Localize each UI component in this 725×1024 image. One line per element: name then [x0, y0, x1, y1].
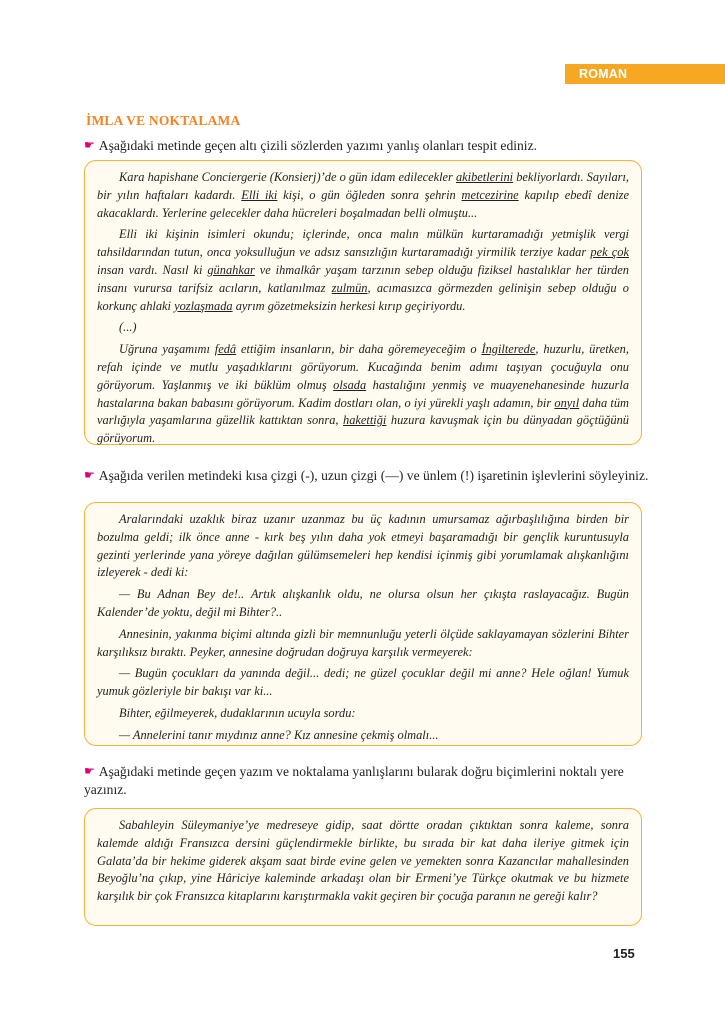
exercise2-paragraph: Aralarındaki uzaklık biraz uzanır uzanmaz bu üç kadının umursamaz ağırbaşlılığına birden bir bozulma geldi; ilk önce anne - kırk beş yılın daha yok etmeyi başaramadığı bir gençlik kuruntusuyla gezinti yerlerinde yana yöreye dağılan gülümsemeleri hep kendisi içinmiş gibi yorumlamak alışkanlığını izleyerek - dedi ki:: [97, 512, 629, 580]
chapter-tab-label: ROMAN: [579, 67, 628, 81]
underlined-word: metcezirine: [461, 187, 519, 202]
exercise1-instruction: [84, 137, 537, 155]
section-title: İMLA VE NOKTALAMA: [86, 113, 241, 128]
exercise3-instruction-text: Aşağıdaki metinde geçen yazım ve noktalama yanlışlarını bularak doğru biçimlerini noktalı yere yazınız.: [84, 764, 624, 797]
underlined-word: olsada: [333, 377, 367, 392]
page-number: 155: [613, 946, 635, 961]
exercise3-paragraph: Sabahleyin Süleymaniye’ye medreseye gidip, saat dörtte oradan çıktıktan sonra kaleme, sonra kalemde aldığı Fransızca dersini güçlendirmekle birlikte, bu sırada bir kat daha ileriye gitmek için Galata’da bir hekime giderek akşam saat birde evine gelen ve yemekten sonra Kazancılar mahallesinden Beyoğlu’na çıkıp, yine Hâriciye kaleminde arkadaşı olan bir Ermeni’ye Türkçe okutmak ve bu hizmete karşılık bir çok Fransızca kitaplarını karıştırmakla vakit geçiren bir çocuğa paranın ne gereği kalır?: [97, 818, 629, 904]
pointing-hand-icon: ☛: [84, 468, 95, 482]
exercise3-text-box: [84, 808, 642, 926]
underlined-word: zulmün: [331, 280, 368, 295]
exercise2-paragraph: Bihter, eğilmeyerek, dudaklarının ucuyla sordu:: [119, 705, 356, 720]
underlined-word: onyıl: [554, 395, 580, 410]
underlined-word: pek çok: [590, 245, 629, 260]
exercise1-paragraph-1: Kara hapishane Conciergerie (Konsierj)’de o gün idam edilecekler akibetlerini bekliyorlardı. Sayıları, bir yılın haftaları kadardı. Elli iki kişi, o gün öğleden sonra şehrin metcezirine kapılıp ebedî denize akacaklardı. Yerlerine gelecekler daha hücreleri boşalmadan belli olmuştu...: [97, 170, 629, 220]
underlined-word: İngilterede: [481, 342, 536, 357]
exercise3-instruction: [84, 763, 644, 799]
chapter-tab: [565, 64, 725, 84]
exercise1-paragraph-3: (...): [119, 320, 137, 335]
exercise2-text-box: [84, 502, 642, 746]
exercise1-paragraph-2: Elli iki kişinin isimleri okundu; içlerinde, onca malın mülkün kurtaramadığı yetmişlik vergi tahsildarından tutun, onca yoksulluğun ve adsız sansızlığın kurtaramadığı yirmilik terziye kadar pek çok insan vardı. Nasıl ki günahkar ve ihmalkâr yaşam tarzının sebep olduğu fiziksel hastalıklar her türden insanı vurursa tarifsiz acıların, katlanılmaz zulmün, acımasızca görmezden gelinişin sebep olduğu o korkunç ahlaki yozlaşmada ayrım gözetmeksizin herkesi kırıp geçiriyordu.: [97, 227, 630, 313]
exercise2-paragraph: — Bu Adnan Bey de!.. Artık alışkanlık oldu, ne olursa olsun her çıkışta raslayacağız. Bugün Kalender’de yoktu, değil mi Bihter?..: [97, 587, 629, 619]
underlined-word: Elli iki: [241, 187, 278, 202]
exercise2-instruction: [84, 467, 648, 485]
underlined-word: yozlaşmada: [174, 298, 233, 313]
underlined-word: fedâ: [214, 342, 237, 357]
underlined-word: hakettiği: [343, 413, 387, 428]
pointing-hand-icon: ☛: [84, 138, 95, 152]
exercise2-paragraph: Annesinin, yakınma biçimi altında gizli bir memnunluğu yeterli ölçüde saklayamayan sözlerini Bihter karşılıksız bıraktı. Peyker, annesine doğrudan doğruya karşılık vermeyerek:: [97, 626, 629, 659]
exercise1-instruction-text: Aşağıdaki metinde geçen altı çizili sözlerden yazımı yanlış olanları tespit ediniz.: [98, 138, 538, 153]
underlined-word: akibetlerini: [455, 170, 514, 184]
exercise2-instruction-text: Aşağıda verilen metindeki kısa çizgi (-), uzun çizgi (—) ve ünlem (!) işaretinin işlevlerini söyleyiniz.: [98, 468, 649, 483]
exercise2-paragraph: — Annelerini tanır mıydınız anne? Kız annesine çekmiş olmalı...: [119, 727, 439, 742]
exercise1-text-box: [84, 160, 642, 445]
underlined-word: günahkar: [207, 262, 255, 277]
exercise2-paragraph: — Bugün çocukları da yanında değil... dedi; ne güzel çocuklar değil mi anne? Hele oğlan! Yumuk yumuk gözleriyle bir bakışı var ki...: [97, 666, 629, 699]
pointing-hand-icon: ☛: [84, 764, 95, 778]
exercise1-paragraph-4: Uğruna yaşamımı fedâ ettiğim insanların, bir daha göremeyeceğim o İngilterede, huzurlu, üretken, refah içinde ve mutlu yaşadıklarını görüyorum. Kucağında benim adımı taşıyan çocuğuyla onu görüyorum. Yaşlanmış ve iki büklüm olmuş olsada hastalığını yenmiş ve muayenehanesinde huzurla hastalarına bakan babasını görüyorum. Kadim dostları olan, o iyi yürekli yaşlı adamın, bir onyıl daha tüm varlığıyla yaşamlarına güzellik kattıktan sonra, hakettiği huzura kavuşmak için bu dünyadan göçtüğünü görüyorum.: [97, 342, 630, 446]
